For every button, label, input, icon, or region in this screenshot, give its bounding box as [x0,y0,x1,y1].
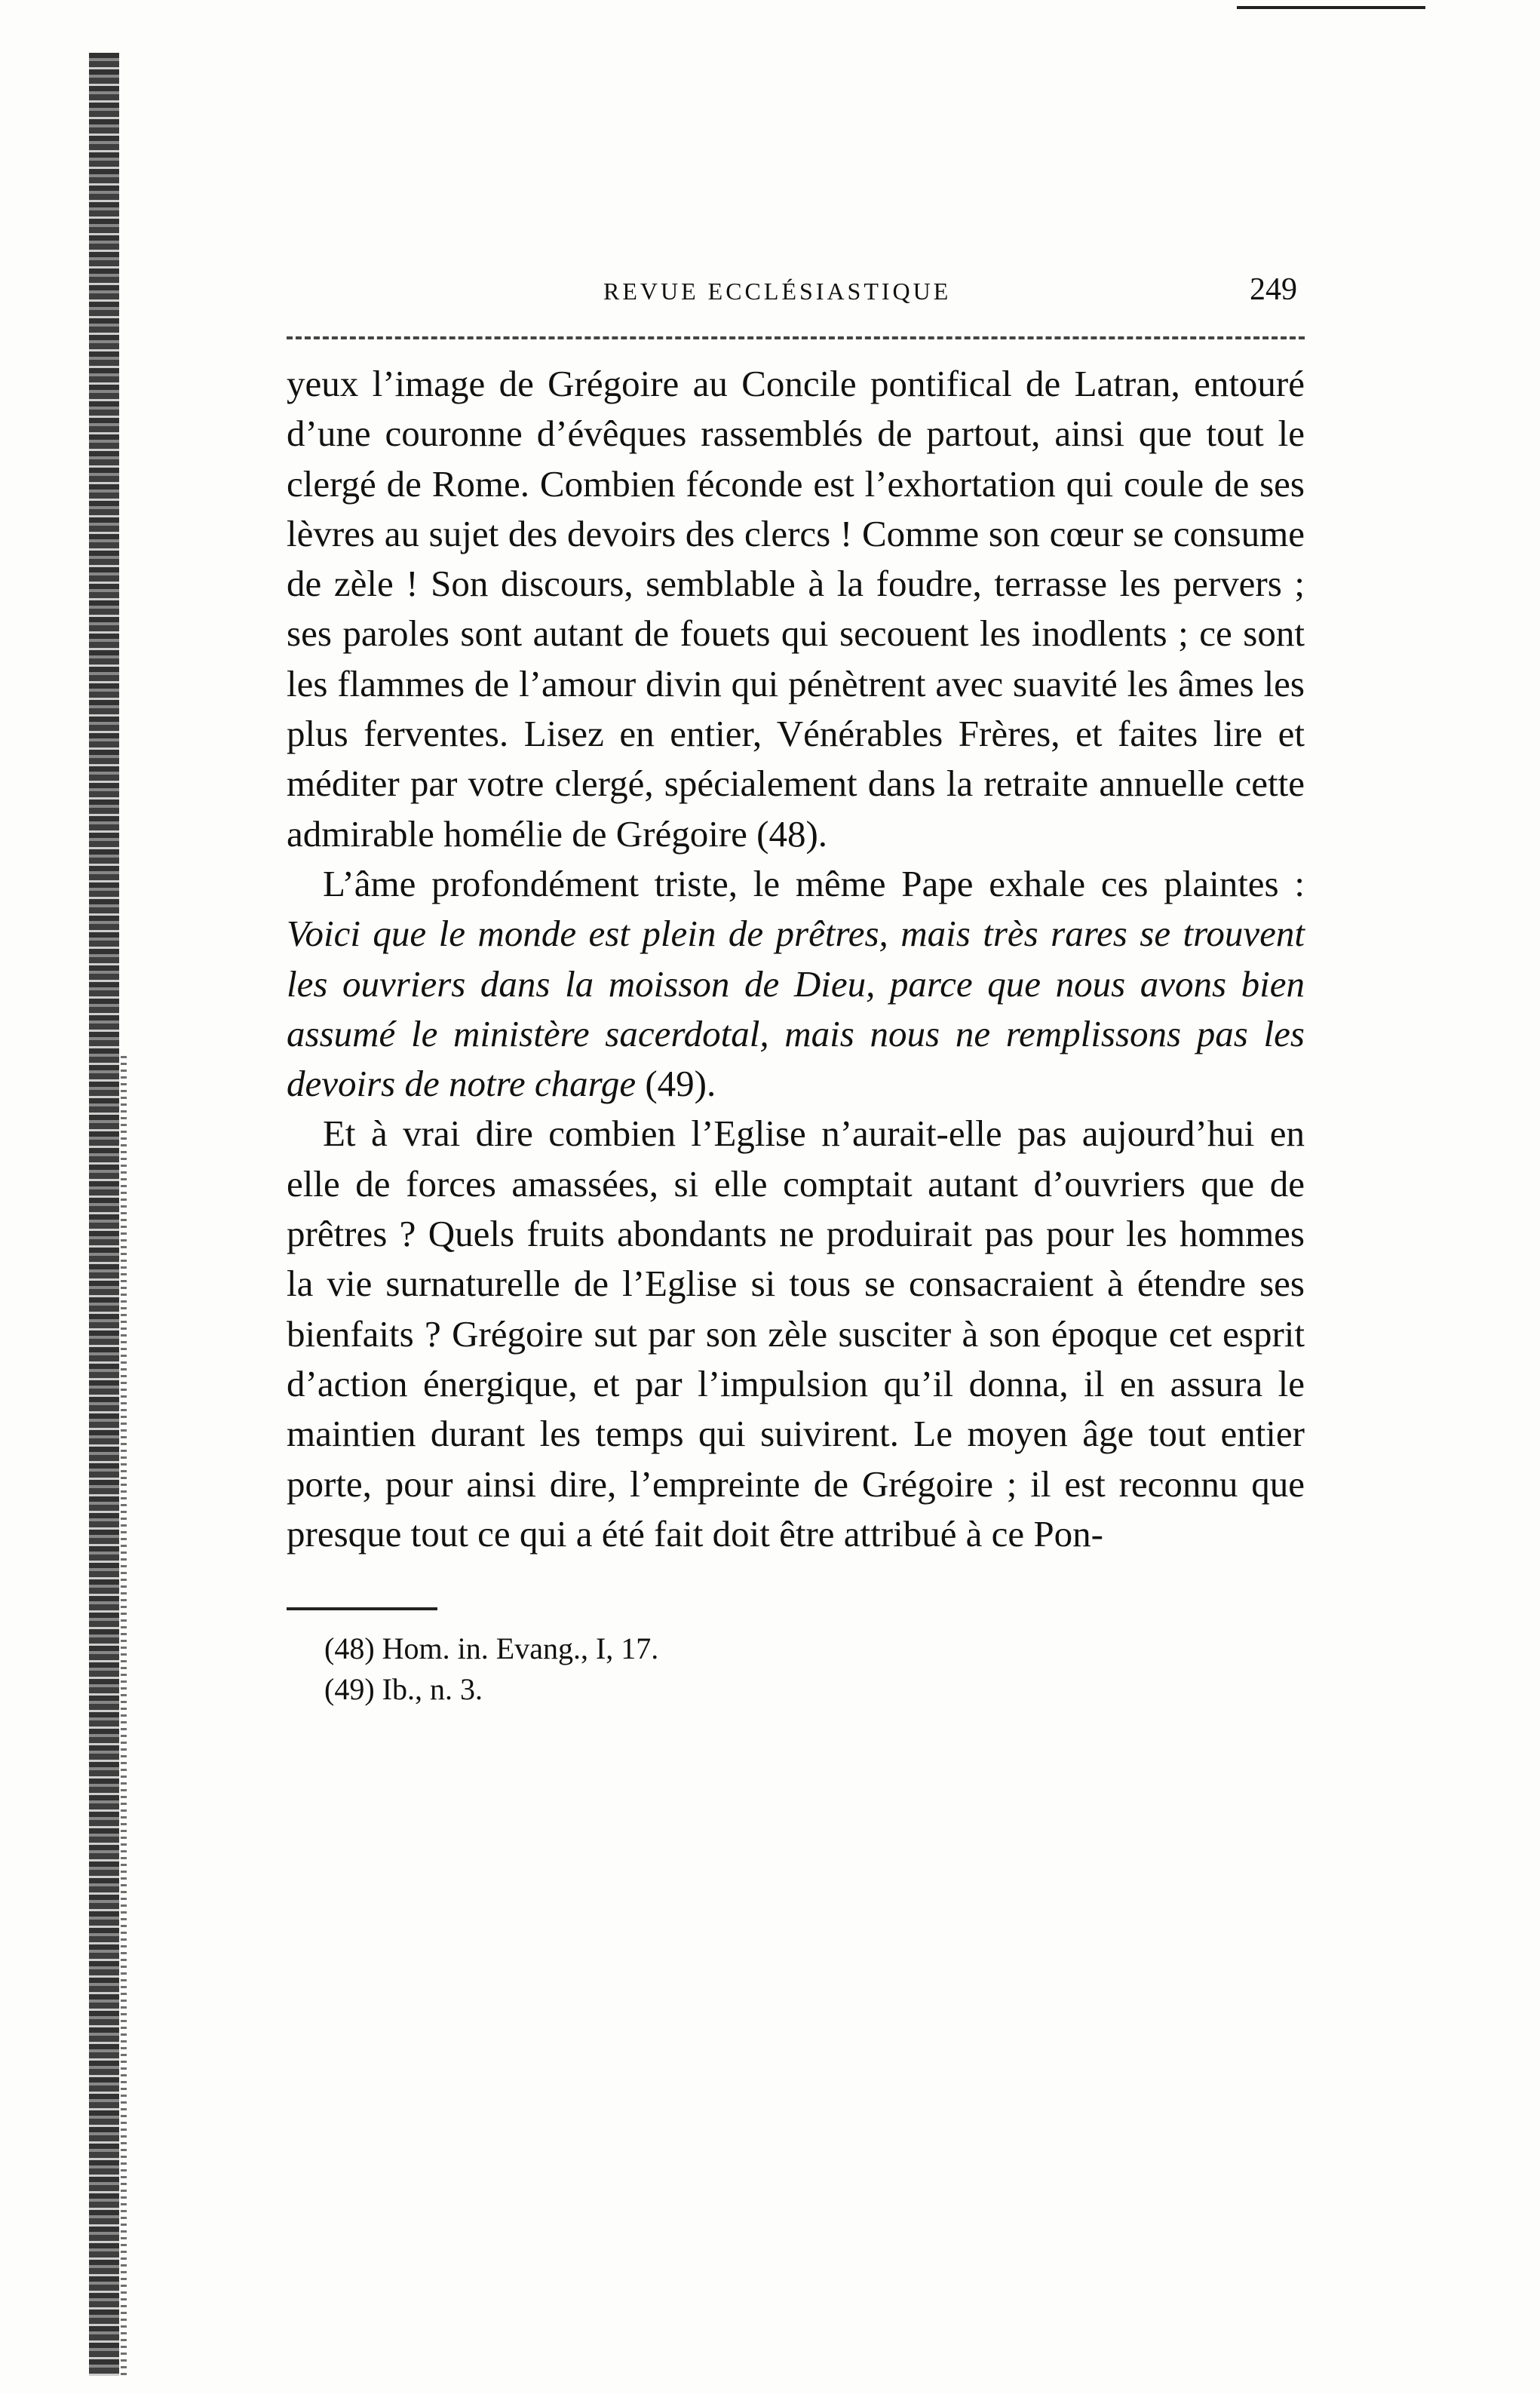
footnotes [324,1628,1305,1710]
corner-rule [1237,6,1425,9]
paragraph-1: yeux l’image de Grégoire au Concile pontifical de Latran, entouré d’une couronne d’évêques rassemblés de partout, ainsi que tout le clergé de Rome. Combien féconde est l’exhortation qui coule de ses lèvres au sujet des devoirs des clercs ! Comme son cœur se consume de zèle ! Son discours, semblable à la foudre, terrasse les pervers ; ses paroles sont autant de fouets qui secouent les inodlents ; ce sont les flammes de l’amour divin qui pénètrent avec suavité les âmes les plus ferventes. Lisez en entier, Vénérables Frères, et faites lire et méditer par votre clergé, spécialement dans la retraite annuelle cette admirable homélie de Grégoire (48). [287,363,1305,855]
paragraph-2-quote: Voici que le monde est plein de prêtres, mais très rares se trouvent les ouvriers dans la moisson de Dieu, parce que nous avons bien assumé le ministère sacerdotal, mais nous ne remplissons pas les devoirs de notre charge [287,913,1305,1105]
footnote-rule [287,1607,437,1610]
footnote-49: (49) Ib., n. 3. [324,1672,483,1707]
paragraph-2-lead: L’âme profondément triste, le même Pape exhale ces plaintes : [323,862,1305,904]
page-number: 249 [1250,272,1297,307]
paragraph-2-tail: (49). [636,1063,716,1105]
paragraph-2 [287,859,1305,1109]
body-text [287,359,1305,1559]
page [287,272,1305,1710]
binding-edge [89,53,119,2376]
paragraph-3: Et à vrai dire combien l’Eglise n’aurait-elle pas aujourd’hui en elle de forces amassées, si elle comptait autant d’ouvriers que de prêtres ? Quels fruits abondants ne produirait pas pour les hommes la vie surnaturelle de l’Eglise si tous se consacraient à étendre ses bienfaits ? Grégoire sut par son zèle susciter à son époque cet esprit d’action énergique, et par l’impulsion qu’il donna, il en assura le maintien durant les temps qui suivirent. Le moyen âge tout entier porte, pour ainsi dire, l’empreinte de Grégoire ; il est reconnu que presque tout ce qui a été fait doit être attribué à ce Pon- [287,1113,1305,1555]
head-rule [287,336,1305,339]
running-title: REVUE ECCLÉSIASTIQUE [603,278,952,305]
binding-edge-shadow [121,1056,127,2376]
running-head [287,272,1305,332]
footnote-48: (48) Hom. in. Evang., I, 17. [324,1631,659,1666]
